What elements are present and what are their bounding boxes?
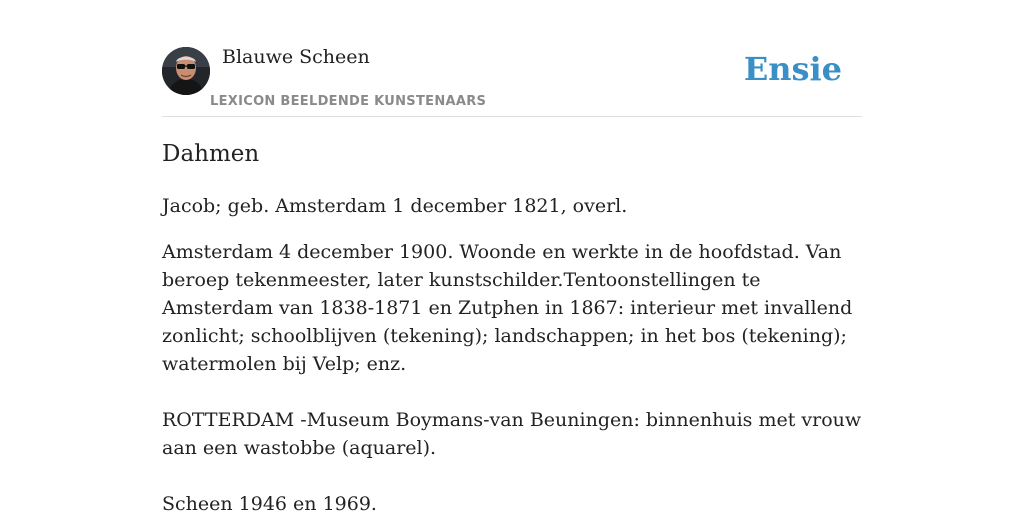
article-paragraph-3: Scheen 1946 en 1969.	[162, 493, 377, 512]
publication-name[interactable]: LEXICON BEELDENDE KUNSTENAARS	[210, 94, 487, 109]
article-paragraph-2: ROTTERDAM -Museum Boymans-van Beuningen: binnenhuis met vrouw aan een wastobbe (aquarel).	[162, 409, 862, 459]
avatar[interactable]	[162, 47, 210, 95]
paragraph-gap	[162, 378, 862, 406]
article	[162, 138, 862, 512]
author-name[interactable]: Blauwe Scheen	[222, 46, 370, 68]
article-intro: Jacob; geb. Amsterdam 1 december 1821, overl.	[162, 195, 628, 217]
header	[162, 44, 862, 117]
avatar-portrait-icon	[162, 47, 210, 95]
brand-logo[interactable]: Ensie	[743, 50, 842, 88]
paragraph-gap	[162, 462, 862, 490]
article-paragraph-1: Amsterdam 4 december 1900. Woonde en werkte in de hoofdstad. Van beroep tekenmeester, later kunstschilder.Tentoonstellingen te Amsterdam van 1838-1871 en Zutphen in 1867: interieur met invallend zonlicht; schoolblijven (tekening); landschappen; in het bos (tekening); watermolen bij Velp; enz.	[162, 241, 853, 375]
article-title: Dahmen	[162, 141, 260, 167]
